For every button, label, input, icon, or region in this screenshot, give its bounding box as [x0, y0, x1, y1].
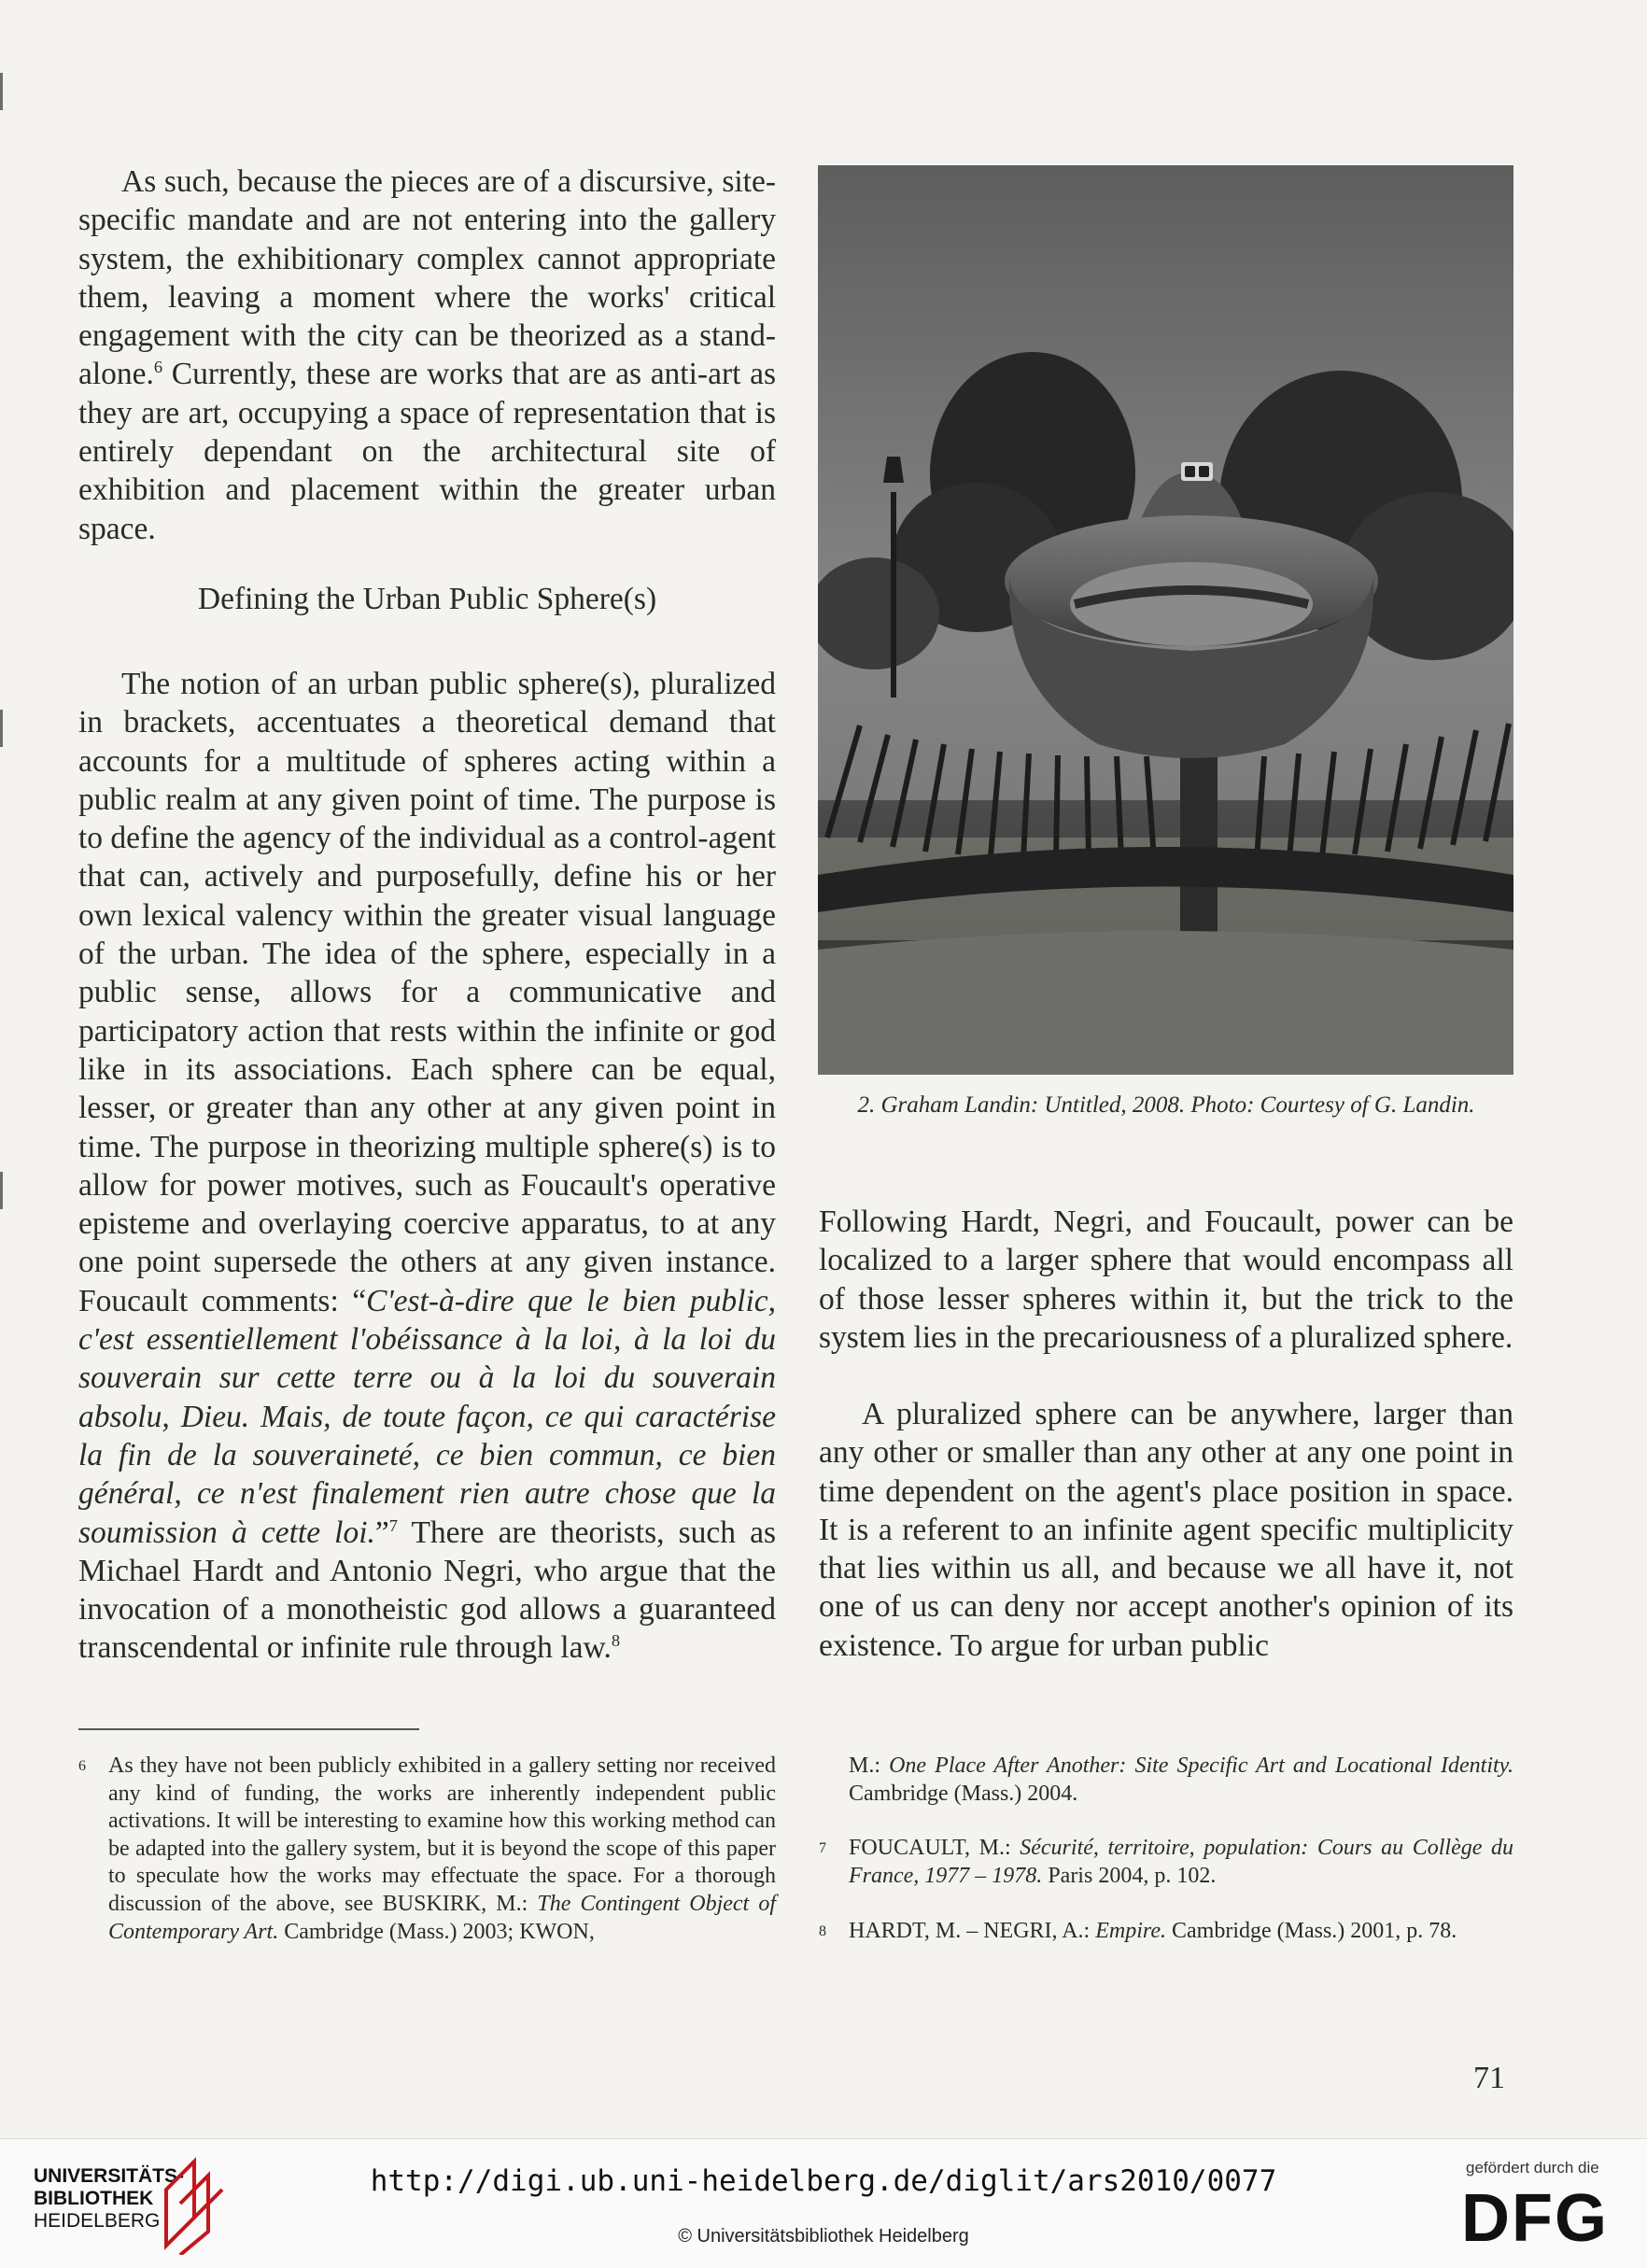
digitization-footer: [0, 2138, 1647, 2268]
right-paragraph-1: [819, 1203, 1513, 1357]
footnote-text: Cambridge (Mass.) 2004.: [849, 1781, 1078, 1806]
library-line-1: UNIVERSITÄTS-: [34, 2165, 185, 2187]
footnote-6: [78, 1753, 776, 1946]
paragraph-text: Following Hardt, Negri, and Foucault, power can be localized to a larger sphere that would encompass all of those lesser spheres within it, but the trick to the system lies in the precariousness of a pluralized sphere.: [819, 1204, 1513, 1355]
footnote-ref[interactable]: 8: [611, 1631, 621, 1651]
footnote-6-continued: [819, 1753, 1513, 1808]
footnote-8: [819, 1918, 1513, 1946]
paragraph-text: Currently, these are works that are as anti-art as they are art, occupying a space of representation that is entirely dependant on the architectural site of exhibition and placement within the greater urban space.: [78, 357, 776, 546]
paragraph-text: The notion of an urban public sphere(s), pluralized in brackets, accentuates a theoretical demand that accounts for a multitude of spheres acting within a public realm at any given point of time. The purpose is to define the agency of the individual as a control-agent that can, actively and purposefully, define his or her own lexical valency within the greater visual language of the urban. The idea of the sphere, especially in a public sense, allows for a communicative and participatory action that rests within the infinite or god like in its associations. Each sphere can be equal, lesser, or greater than any other at any given point in time. The purpose in theorizing multiple sphere(s) is to allow for power motives, such as Foucault's operative episteme and overlaying coercive apparatus, to at any one point supersede the others at any given instance. Foucault comments: “: [78, 667, 776, 1318]
sculpture-photo-image: [818, 165, 1513, 1075]
footnote-7: [819, 1835, 1513, 1890]
copyright-notice: © Universitätsbibliothek Heidelberg: [678, 2226, 969, 2247]
funded-by-label: gefördert durch die: [1466, 2159, 1599, 2176]
quote-close: ”: [374, 1514, 389, 1550]
document-url-link[interactable]: http://digi.ub.uni-heidelberg.de/diglit/ars2010/0077: [370, 2164, 1277, 2198]
page-number: 71: [1473, 2061, 1505, 2095]
right-paragraph-2: [819, 1395, 1513, 1665]
footnote-ref[interactable]: 6: [153, 358, 163, 377]
library-line-3: HEIDELBERG: [34, 2210, 161, 2232]
scan-edge-mark: [0, 73, 3, 110]
dfg-logo[interactable]: DFG: [1461, 2181, 1609, 2256]
footnote-number: 7: [819, 1840, 826, 1856]
paragraph-text: As such, because the pieces are of a discursive, site-specific mandate and are not entering into the gallery system, the exhibitionary complex cannot appropriate them, leaving a moment where the works' critical engagement with the city can be theorized as a stand-alone.: [78, 164, 776, 392]
figure-photo: [818, 165, 1513, 1075]
footnote-rule: [78, 1728, 419, 1730]
library-line-2: BIBLIOTHEK: [34, 2188, 154, 2209]
footnote-text: Cambridge (Mass.) 2001, p. 78.: [1166, 1919, 1457, 1943]
footnote-text: Paris 2004, p. 102.: [1042, 1863, 1217, 1888]
footnote-text: HARDT, M. – NEGRI, A.:: [849, 1919, 1096, 1943]
footnote-text: Cambridge (Mass.) 2003; KWON,: [278, 1919, 595, 1944]
scan-edge-mark: [0, 1172, 3, 1209]
paragraph-text: A pluralized sphere can be anywhere, larger than any other or smaller than any other at any one point in time dependent on the agent's place position in space. It is a referent to an infinite agent specific multiplicity that lies within us all, and because we all have it, not one of us can deny nor accept another's opinion of its existence. To argue for urban public: [819, 1397, 1513, 1663]
footnote-text: As they have not been publicly exhibited in a gallery setting nor received any kind of funding, the works are inherently independent public activations. It will be interesting to examine how this working method can be adapted into the gallery system, but it is beyond the scope of this paper to speculate how the works may effectuate the space. For a thorough discussion of the above, see BUSKIRK, M.:: [108, 1754, 776, 1916]
footnote-title: One Place After Another: Site Specific Art and Locational Identity.: [889, 1754, 1513, 1778]
footnote-text: M.:: [849, 1754, 890, 1778]
foucault-quote: C'est-à-dire que le bien public, c'est essentiellement l'obéissance à la loi, à la loi du souverain sur cette terre ou à la loi du souverain absolu, Dieu. Mais, de toute façon, ce qui caractérise la fin de la souveraineté, ce bien commun, ce bien général, ce n'est finalement rien autre chose que la soumission à cette loi.: [78, 1283, 776, 1550]
figure-caption: 2. Graham Landin: Untitled, 2008. Photo: Courtesy of G. Landin.: [857, 1092, 1475, 1118]
footnote-title: Sécurité, territoire, population: Cours au Collège du France, 1977 – 1978.: [849, 1836, 1513, 1888]
footnote-ref[interactable]: 7: [388, 1515, 398, 1535]
footnote-text: FOUCAULT, M.:: [849, 1836, 1021, 1860]
paragraph-text: There are theorists, such as Michael Hardt and Antonio Negri, who argue that the invocation of a monotheistic god allows a guaranteed transcendental or infinite rule through law.: [78, 1514, 776, 1666]
scan-edge-mark: [0, 710, 3, 747]
footnote-number: 6: [78, 1758, 86, 1774]
footnote-title: The Contingent Object of Contemporary Art.: [108, 1891, 776, 1944]
footnote-title: Empire.: [1095, 1919, 1166, 1943]
left-paragraph-1: [78, 162, 776, 548]
section-heading: Defining the Urban Public Sphere(s): [197, 582, 657, 616]
footnote-number: 8: [819, 1923, 826, 1939]
left-paragraph-2: [78, 665, 776, 1668]
